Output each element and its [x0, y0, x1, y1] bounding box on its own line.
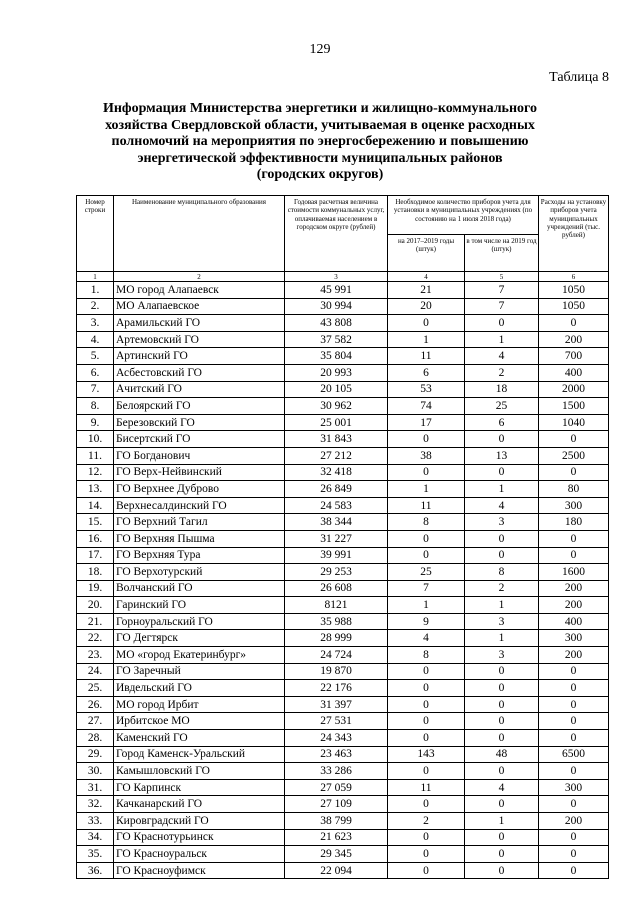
- row-number-cell: 15.: [77, 514, 114, 531]
- header-meters-2017-2019: на 2017–2019 годы (штук): [388, 235, 465, 272]
- expenses-cell: 300: [539, 497, 609, 514]
- table-row: [77, 431, 609, 448]
- table-row: [77, 580, 609, 597]
- expenses-cell: 0: [539, 315, 609, 332]
- expenses-cell: 2500: [539, 447, 609, 464]
- expenses-cell: 400: [539, 364, 609, 381]
- municipality-cell: ГО Дегтярск: [114, 630, 285, 647]
- annual-cost-cell: 20 105: [285, 381, 388, 398]
- row-number-cell: 23.: [77, 647, 114, 664]
- meters-2019-cell: 3: [465, 613, 539, 630]
- meters-2019-cell: 18: [465, 381, 539, 398]
- row-number-cell: 20.: [77, 597, 114, 614]
- expenses-cell: 0: [539, 663, 609, 680]
- municipality-cell: ГО Верхняя Пышма: [114, 530, 285, 547]
- row-number-cell: 14.: [77, 497, 114, 514]
- expenses-cell: 1040: [539, 414, 609, 431]
- annual-cost-cell: 20 993: [285, 364, 388, 381]
- meters-2017-2019-cell: 1: [388, 481, 465, 498]
- row-number-cell: 31.: [77, 779, 114, 796]
- meters-2017-2019-cell: 0: [388, 829, 465, 846]
- meters-2019-cell: 7: [465, 298, 539, 315]
- meters-2019-cell: 0: [465, 796, 539, 813]
- row-number-cell: 24.: [77, 663, 114, 680]
- municipality-cell: ГО Верх-Нейвинский: [114, 464, 285, 481]
- meters-2017-2019-cell: 11: [388, 348, 465, 365]
- meters-2017-2019-cell: 0: [388, 315, 465, 332]
- municipality-cell: Артинский ГО: [114, 348, 285, 365]
- table-row: [77, 514, 609, 531]
- row-number-cell: 36.: [77, 862, 114, 879]
- meters-2017-2019-cell: 2: [388, 813, 465, 830]
- annual-cost-cell: 23 463: [285, 746, 388, 763]
- meters-2017-2019-cell: 11: [388, 497, 465, 514]
- annual-cost-cell: 31 843: [285, 431, 388, 448]
- column-number: 1: [77, 272, 114, 282]
- expenses-cell: 1050: [539, 298, 609, 315]
- annual-cost-cell: 24 583: [285, 497, 388, 514]
- municipality-cell: ГО Верхнее Дуброво: [114, 481, 285, 498]
- municipality-cell: МО город Алапаевск: [114, 282, 285, 299]
- table-row: [77, 364, 609, 381]
- expenses-cell: 200: [539, 597, 609, 614]
- document-title: [60, 101, 580, 184]
- municipality-cell: МО Алапаевское: [114, 298, 285, 315]
- expenses-cell: 300: [539, 630, 609, 647]
- column-number: 3: [285, 272, 388, 282]
- row-number-cell: 28.: [77, 730, 114, 747]
- municipality-cell: ГО Верхний Тагил: [114, 514, 285, 531]
- table-row: [77, 779, 609, 796]
- annual-cost-cell: 8121: [285, 597, 388, 614]
- municipality-cell: Артемовский ГО: [114, 331, 285, 348]
- meters-2017-2019-cell: 9: [388, 613, 465, 630]
- row-number-cell: 25.: [77, 680, 114, 697]
- expenses-cell: 200: [539, 647, 609, 664]
- row-number-cell: 7.: [77, 381, 114, 398]
- meters-2017-2019-cell: 17: [388, 414, 465, 431]
- expenses-cell: 0: [539, 713, 609, 730]
- table-row: [77, 331, 609, 348]
- municipality-cell: ГО Красноуфимск: [114, 862, 285, 879]
- table-row: [77, 547, 609, 564]
- municipality-cell: Качканарский ГО: [114, 796, 285, 813]
- row-number-cell: 11.: [77, 447, 114, 464]
- municipality-cell: ГО Карпинск: [114, 779, 285, 796]
- meters-2017-2019-cell: 21: [388, 282, 465, 299]
- table-row: [77, 763, 609, 780]
- table-row: [77, 663, 609, 680]
- municipality-cell: Ирбитское МО: [114, 713, 285, 730]
- table-row: [77, 630, 609, 647]
- row-number-cell: 5.: [77, 348, 114, 365]
- expenses-cell: 400: [539, 613, 609, 630]
- table-row: [77, 730, 609, 747]
- municipality-cell: Каменский ГО: [114, 730, 285, 747]
- annual-cost-cell: 33 286: [285, 763, 388, 780]
- municipality-cell: МО «город Екатеринбург»: [114, 647, 285, 664]
- header-annual-cost: Годовая расчетная величина стоимости коммунальных услуг, оплачиваемая населением в городском округе (рублей): [285, 196, 388, 272]
- annual-cost-cell: 43 808: [285, 315, 388, 332]
- expenses-cell: 80: [539, 481, 609, 498]
- expenses-cell: 0: [539, 680, 609, 697]
- municipality-cell: Асбестовский ГО: [114, 364, 285, 381]
- annual-cost-cell: 24 343: [285, 730, 388, 747]
- table-row: [77, 481, 609, 498]
- expenses-cell: 200: [539, 331, 609, 348]
- meters-2019-cell: 25: [465, 398, 539, 415]
- title-line: энергетической эффективности муниципальных районов: [137, 150, 503, 166]
- expenses-cell: 200: [539, 580, 609, 597]
- municipality-cell: Ивдельский ГО: [114, 680, 285, 697]
- table-label: Таблица 8: [549, 70, 609, 85]
- table-row: [77, 680, 609, 697]
- municipality-cell: ГО Богданович: [114, 447, 285, 464]
- annual-cost-cell: 22 094: [285, 862, 388, 879]
- row-number-cell: 9.: [77, 414, 114, 431]
- annual-cost-cell: 25 001: [285, 414, 388, 431]
- expenses-cell: 0: [539, 431, 609, 448]
- expenses-cell: 0: [539, 547, 609, 564]
- meters-2019-cell: 4: [465, 348, 539, 365]
- expenses-cell: 0: [539, 846, 609, 863]
- meters-2019-cell: 1: [465, 597, 539, 614]
- table-row: [77, 447, 609, 464]
- row-number-cell: 35.: [77, 846, 114, 863]
- row-number-cell: 12.: [77, 464, 114, 481]
- expenses-cell: 180: [539, 514, 609, 531]
- annual-cost-cell: 35 804: [285, 348, 388, 365]
- annual-cost-cell: 29 253: [285, 564, 388, 581]
- meters-2019-cell: 7: [465, 282, 539, 299]
- meters-2019-cell: 1: [465, 813, 539, 830]
- row-number-cell: 2.: [77, 298, 114, 315]
- annual-cost-cell: 27 531: [285, 713, 388, 730]
- row-number-cell: 27.: [77, 713, 114, 730]
- meters-2017-2019-cell: 1: [388, 331, 465, 348]
- row-number-cell: 33.: [77, 813, 114, 830]
- meters-2019-cell: 0: [465, 829, 539, 846]
- annual-cost-cell: 35 988: [285, 613, 388, 630]
- meters-2019-cell: 0: [465, 680, 539, 697]
- row-number-cell: 29.: [77, 746, 114, 763]
- data-table: [76, 195, 609, 879]
- meters-2019-cell: 0: [465, 315, 539, 332]
- meters-2019-cell: 3: [465, 647, 539, 664]
- table-row: [77, 298, 609, 315]
- title-line: Информация Министерства энергетики и жилищно-коммунального: [102, 101, 538, 116]
- annual-cost-cell: 27 109: [285, 796, 388, 813]
- meters-2019-cell: 1: [465, 481, 539, 498]
- meters-2019-cell: 3: [465, 514, 539, 531]
- meters-2019-cell: 0: [465, 547, 539, 564]
- municipality-cell: Кировградский ГО: [114, 813, 285, 830]
- column-number: 2: [114, 272, 285, 282]
- row-number-cell: 10.: [77, 431, 114, 448]
- expenses-cell: 0: [539, 464, 609, 481]
- meters-2019-cell: 0: [465, 530, 539, 547]
- municipality-cell: ГО Краснотурьинск: [114, 829, 285, 846]
- meters-2017-2019-cell: 0: [388, 696, 465, 713]
- meters-2019-cell: 1: [465, 331, 539, 348]
- municipality-cell: ГО Верхотурский: [114, 564, 285, 581]
- table-row: [77, 813, 609, 830]
- meters-2017-2019-cell: 0: [388, 730, 465, 747]
- annual-cost-cell: 28 999: [285, 630, 388, 647]
- table-row: [77, 464, 609, 481]
- meters-2019-cell: 0: [465, 431, 539, 448]
- meters-2017-2019-cell: 8: [388, 647, 465, 664]
- expenses-cell: 300: [539, 779, 609, 796]
- table-row: [77, 696, 609, 713]
- table-row: [77, 647, 609, 664]
- meters-2019-cell: 2: [465, 364, 539, 381]
- title-line: хозяйства Свердловской области, учитываемая в оценке расходных: [105, 117, 535, 133]
- row-number-cell: 18.: [77, 564, 114, 581]
- row-number-cell: 17.: [77, 547, 114, 564]
- meters-2017-2019-cell: 6: [388, 364, 465, 381]
- table-row: [77, 613, 609, 630]
- row-number-cell: 21.: [77, 613, 114, 630]
- table-row: [77, 746, 609, 763]
- annual-cost-cell: 19 870: [285, 663, 388, 680]
- municipality-cell: Березовский ГО: [114, 414, 285, 431]
- meters-2019-cell: 0: [465, 730, 539, 747]
- annual-cost-cell: 27 212: [285, 447, 388, 464]
- column-number: 6: [539, 272, 609, 282]
- expenses-cell: 0: [539, 829, 609, 846]
- meters-2017-2019-cell: 8: [388, 514, 465, 531]
- header-municipality: Наименование муниципального образования: [114, 196, 285, 272]
- expenses-cell: 1600: [539, 564, 609, 581]
- expenses-cell: 0: [539, 763, 609, 780]
- meters-2017-2019-cell: 25: [388, 564, 465, 581]
- row-number-cell: 34.: [77, 829, 114, 846]
- meters-2017-2019-cell: 143: [388, 746, 465, 763]
- meters-2017-2019-cell: 0: [388, 796, 465, 813]
- title-line: полномочий на мероприятия по энергосбережению и повышению: [111, 134, 529, 149]
- municipality-cell: Горноуральский ГО: [114, 613, 285, 630]
- meters-2019-cell: 1: [465, 630, 539, 647]
- table-body: [77, 282, 609, 879]
- annual-cost-cell: 31 397: [285, 696, 388, 713]
- annual-cost-cell: 30 994: [285, 298, 388, 315]
- table-row: [77, 398, 609, 415]
- meters-2019-cell: 0: [465, 464, 539, 481]
- annual-cost-cell: 26 849: [285, 481, 388, 498]
- meters-2017-2019-cell: 0: [388, 663, 465, 680]
- meters-2019-cell: 0: [465, 846, 539, 863]
- table-row: [77, 564, 609, 581]
- municipality-cell: Бисертский ГО: [114, 431, 285, 448]
- annual-cost-cell: 21 623: [285, 829, 388, 846]
- header-expenses: Расходы на установку приборов учета муниципальных учреждений (тыс. рублей): [539, 196, 609, 272]
- column-number: 5: [465, 272, 539, 282]
- meters-2017-2019-cell: 0: [388, 713, 465, 730]
- row-number-cell: 6.: [77, 364, 114, 381]
- header-meters-group: Необходимое количество приборов учета для установки в муниципальных учреждениях (по состоянию на 1 июля 2018 года): [388, 196, 539, 235]
- municipality-cell: Камышловский ГО: [114, 763, 285, 780]
- meters-2017-2019-cell: 0: [388, 464, 465, 481]
- municipality-cell: ГО Заречный: [114, 663, 285, 680]
- title-line: (городских округов): [256, 167, 384, 182]
- header-meters-2019: в том числе на 2019 год (штук): [465, 235, 539, 272]
- row-number-cell: 30.: [77, 763, 114, 780]
- meters-2017-2019-cell: 0: [388, 547, 465, 564]
- meters-2019-cell: 2: [465, 580, 539, 597]
- expenses-cell: 2000: [539, 381, 609, 398]
- table-row: [77, 282, 609, 299]
- meters-2017-2019-cell: 38: [388, 447, 465, 464]
- column-number: 4: [388, 272, 465, 282]
- meters-2017-2019-cell: 0: [388, 763, 465, 780]
- meters-2017-2019-cell: 7: [388, 580, 465, 597]
- expenses-cell: 6500: [539, 746, 609, 763]
- table-row: [77, 862, 609, 879]
- table-row: [77, 414, 609, 431]
- annual-cost-cell: 38 799: [285, 813, 388, 830]
- municipality-cell: Белоярский ГО: [114, 398, 285, 415]
- table-row: [77, 315, 609, 332]
- expenses-cell: 0: [539, 730, 609, 747]
- row-number-cell: 8.: [77, 398, 114, 415]
- table-row: [77, 530, 609, 547]
- meters-2017-2019-cell: 4: [388, 630, 465, 647]
- municipality-cell: Арамильский ГО: [114, 315, 285, 332]
- annual-cost-cell: 26 608: [285, 580, 388, 597]
- expenses-cell: 1050: [539, 282, 609, 299]
- expenses-cell: 0: [539, 796, 609, 813]
- annual-cost-cell: 37 582: [285, 331, 388, 348]
- annual-cost-cell: 38 344: [285, 514, 388, 531]
- row-number-cell: 22.: [77, 630, 114, 647]
- meters-2017-2019-cell: 0: [388, 846, 465, 863]
- meters-2019-cell: 4: [465, 779, 539, 796]
- table-row: [77, 796, 609, 813]
- meters-2019-cell: 8: [465, 564, 539, 581]
- meters-2017-2019-cell: 11: [388, 779, 465, 796]
- row-number-cell: 1.: [77, 282, 114, 299]
- municipality-cell: МО город Ирбит: [114, 696, 285, 713]
- meters-2017-2019-cell: 0: [388, 431, 465, 448]
- municipality-cell: Волчанский ГО: [114, 580, 285, 597]
- expenses-cell: 0: [539, 696, 609, 713]
- meters-2019-cell: 0: [465, 862, 539, 879]
- annual-cost-cell: 45 991: [285, 282, 388, 299]
- meters-2017-2019-cell: 0: [388, 530, 465, 547]
- expenses-cell: 0: [539, 862, 609, 879]
- annual-cost-cell: 29 345: [285, 846, 388, 863]
- row-number-cell: 3.: [77, 315, 114, 332]
- table-row: [77, 846, 609, 863]
- annual-cost-cell: 22 176: [285, 680, 388, 697]
- municipality-cell: Город Каменск-Уральский: [114, 746, 285, 763]
- meters-2019-cell: 0: [465, 763, 539, 780]
- municipality-cell: Ачитский ГО: [114, 381, 285, 398]
- expenses-cell: 200: [539, 813, 609, 830]
- meters-2017-2019-cell: 0: [388, 680, 465, 697]
- meters-2017-2019-cell: 1: [388, 597, 465, 614]
- meters-2019-cell: 0: [465, 713, 539, 730]
- annual-cost-cell: 39 991: [285, 547, 388, 564]
- expenses-cell: 700: [539, 348, 609, 365]
- meters-2017-2019-cell: 53: [388, 381, 465, 398]
- expenses-cell: 0: [539, 530, 609, 547]
- meters-2019-cell: 0: [465, 663, 539, 680]
- municipality-cell: Гаринский ГО: [114, 597, 285, 614]
- meters-2019-cell: 0: [465, 696, 539, 713]
- table-row: [77, 829, 609, 846]
- table-row: [77, 348, 609, 365]
- annual-cost-cell: 27 059: [285, 779, 388, 796]
- annual-cost-cell: 24 724: [285, 647, 388, 664]
- row-number-cell: 32.: [77, 796, 114, 813]
- meters-2019-cell: 4: [465, 497, 539, 514]
- meters-2017-2019-cell: 0: [388, 862, 465, 879]
- annual-cost-cell: 30 962: [285, 398, 388, 415]
- table-row: [77, 597, 609, 614]
- row-number-cell: 13.: [77, 481, 114, 498]
- table-row: [77, 713, 609, 730]
- municipality-cell: ГО Верхняя Тура: [114, 547, 285, 564]
- row-number-cell: 4.: [77, 331, 114, 348]
- page-number: 129: [309, 42, 331, 57]
- meters-2017-2019-cell: 74: [388, 398, 465, 415]
- meters-2019-cell: 6: [465, 414, 539, 431]
- row-number-cell: 19.: [77, 580, 114, 597]
- row-number-cell: 16.: [77, 530, 114, 547]
- table-row: [77, 381, 609, 398]
- expenses-cell: 1500: [539, 398, 609, 415]
- municipality-cell: ГО Красноуральск: [114, 846, 285, 863]
- header-row-number: Номер строки: [77, 196, 114, 272]
- meters-2019-cell: 48: [465, 746, 539, 763]
- table-row: [77, 497, 609, 514]
- municipality-cell: Верхнесалдинский ГО: [114, 497, 285, 514]
- row-number-cell: 26.: [77, 696, 114, 713]
- meters-2019-cell: 13: [465, 447, 539, 464]
- annual-cost-cell: 32 418: [285, 464, 388, 481]
- annual-cost-cell: 31 227: [285, 530, 388, 547]
- meters-2017-2019-cell: 20: [388, 298, 465, 315]
